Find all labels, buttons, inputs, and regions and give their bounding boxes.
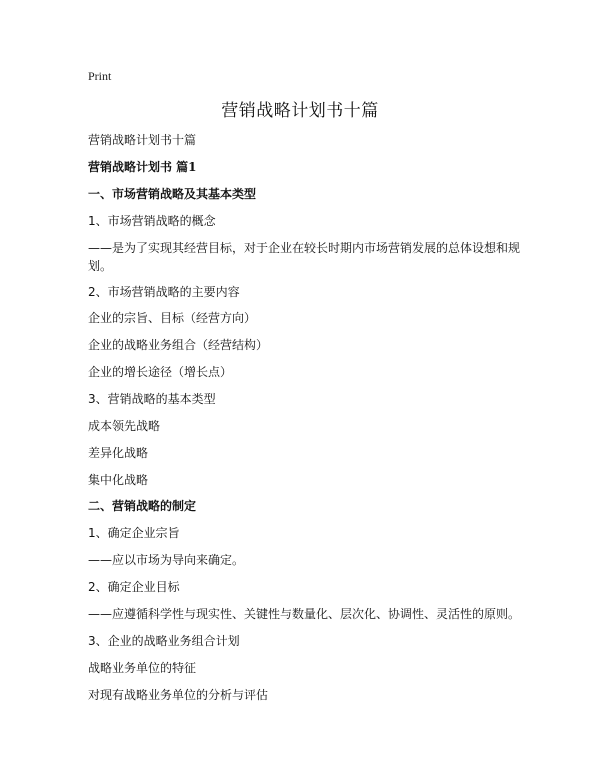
section-heading: 二、营销战略的制定: [88, 499, 197, 513]
paragraph: 差异化战略: [88, 446, 149, 460]
section-heading: 一、市场营销战略及其基本类型: [88, 187, 257, 201]
section-heading: 营销战略计划书 篇1: [88, 160, 197, 174]
paragraph: 集中化战略: [88, 473, 149, 487]
paragraph: 1、市场营销战略的概念: [88, 214, 216, 228]
paragraph: 战略业务单位的特征: [88, 661, 197, 675]
paragraph: 企业的宗旨、目标（经营方向）: [88, 311, 257, 325]
paragraph: 2、市场营销战略的主要内容: [88, 285, 240, 299]
paragraph: 对现有战略业务单位的分析与评估: [88, 688, 269, 702]
paragraph: 企业的增长途径（增长点）: [88, 365, 233, 379]
paragraph: ——应以市场为导向来确定。: [88, 553, 245, 567]
paragraph: ——是为了实现其经营目标，对于企业在较长时期内市场营销发展的总体设想和规划。: [88, 241, 521, 273]
paragraph: ——应遵循科学性与现实性、关键性与数量化、层次化、协调性、灵活性的原则。: [88, 607, 521, 621]
paragraph: 3、营销战略的基本类型: [88, 392, 216, 406]
subtitle-line: 营销战略计划书十篇: [88, 133, 197, 147]
print-link[interactable]: Print: [88, 69, 112, 83]
paragraph: 成本领先战略: [88, 419, 161, 433]
paragraph: 企业的战略业务组合（经营结构）: [88, 338, 269, 352]
paragraph: 1、确定企业宗旨: [88, 526, 180, 540]
paragraph: 2、确定企业目标: [88, 580, 180, 594]
paragraph: 3、企业的战略业务组合计划: [88, 634, 240, 648]
document-title: 营销战略计划书十篇: [221, 101, 379, 121]
